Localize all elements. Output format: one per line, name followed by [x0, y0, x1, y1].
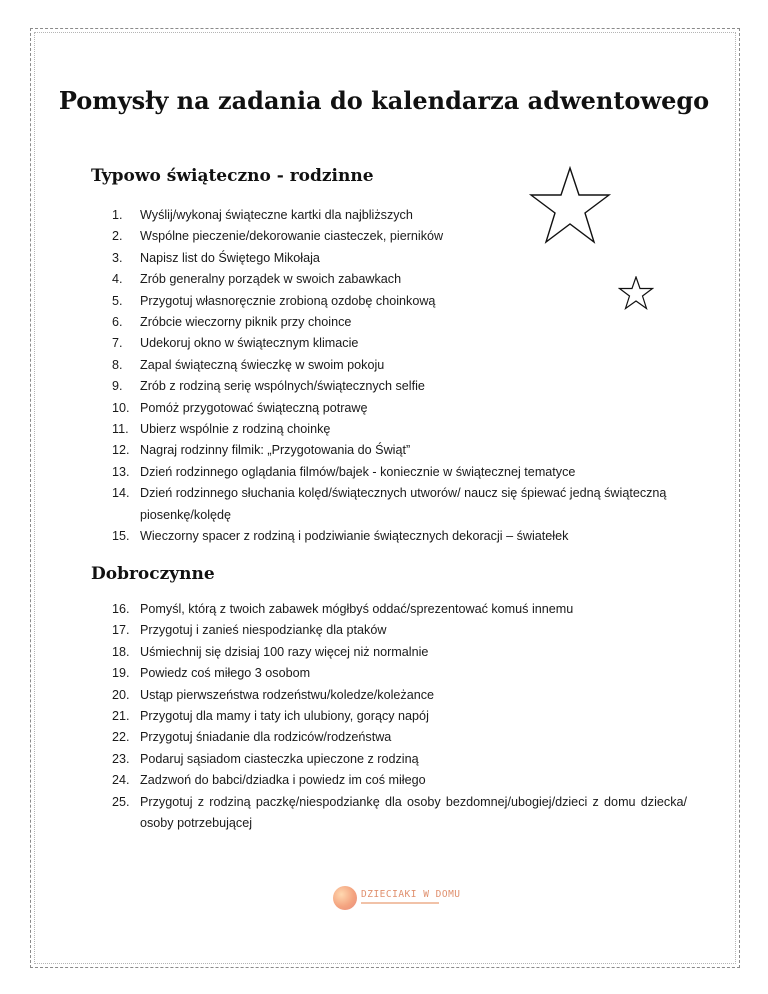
- list-item: 18. Uśmiechnij się dzisiaj 100 razy więcej niż normalnie: [112, 644, 429, 659]
- logo-underline: [361, 902, 439, 904]
- list-item: 3. Napisz list do Świętego Mikołaja: [112, 250, 320, 265]
- page-title: Pomysły na zadania do kalendarza adwentowego: [58, 86, 710, 115]
- item-text: Wspólne pieczenie/dekorowanie ciasteczek, pierników: [140, 229, 444, 244]
- item-text: Udekoruj okno w świątecznym klimacie: [140, 336, 359, 351]
- item-text: Nagraj rodzinny filmik: „Przygotowania do Świąt”: [140, 443, 411, 458]
- item-text: Przygotuj i zanieś niespodziankę dla ptaków: [140, 623, 387, 638]
- item-text: Zapal świąteczną świeczkę w swoim pokoju: [140, 357, 385, 372]
- list-item: 4. Zrób generalny porządek w swoich zabawkach: [112, 272, 402, 287]
- list-item: 15. Wieczorny spacer z rodziną i podziwianie świątecznych dekoracji – światełek: [112, 529, 569, 544]
- list-item: 1. Wyślij/wykonaj świąteczne kartki dla najbliższych: [112, 208, 413, 222]
- section-heading-family: Typowo świąteczno - rodzinne: [91, 166, 374, 186]
- item-text: Zrób generalny porządek w swoich zabawkach: [140, 272, 402, 287]
- task-list-charity: [112, 599, 687, 834]
- section-heading-charity: Dobroczynne: [91, 564, 215, 584]
- item-text: Przygotuj własnoręcznie zrobioną ozdobę choinkową: [140, 293, 436, 308]
- item-text: Dzień rodzinnego oglądania filmów/bajek - koniecznie w świątecznej tematyce: [140, 464, 576, 479]
- item-text: Podaruj sąsiadom ciasteczka upieczone z rodziną: [140, 751, 419, 766]
- list-item: 7. Udekoruj okno w świątecznym klimacie: [112, 336, 359, 351]
- item-text: Pomyśl, którą z twoich zabawek mógłbyś oddać/sprezentować komuś innemu: [140, 602, 574, 616]
- list-item: 9. Zrób z rodziną serię wspólnych/świątecznych selfie: [112, 379, 425, 394]
- list-item: 10. Pomóż przygotować świąteczną potrawę: [112, 400, 368, 415]
- item-text: Wyślij/wykonaj świąteczne kartki dla najbliższych: [140, 208, 413, 222]
- item-text: Ustąp pierwszeństwa rodzeństwu/koledze/koleżance: [140, 687, 435, 702]
- list-item: 20. Ustąp pierwszeństwa rodzeństwu/koledze/koleżance: [112, 687, 435, 702]
- list-item: 25. Przygotuj z rodziną paczkę/niespodziankę dla osoby bezdomnej/ubogiej/dzieci z domu dziecka/ osoby potrzebującej: [112, 794, 687, 831]
- list-item: 13. Dzień rodzinnego oglądania filmów/bajek - koniecznie w świątecznej tematyce: [112, 464, 576, 479]
- list-item: 17. Przygotuj i zanieś niespodziankę dla ptaków: [112, 623, 387, 638]
- item-text: Przygotuj z rodziną paczkę/niespodziankę dla osoby bezdomnej/ubogiej/dzieci z domu dziecka/ osoby potrzebującej: [140, 794, 687, 831]
- list-item: 19. Powiedz coś miłego 3 osobom: [112, 666, 311, 681]
- list-item: 14. Dzień rodzinnego słuchania kolęd/świątecznych utworów/ naucz się śpiewać jedną świąteczną piosenkę/kolędę: [112, 486, 667, 522]
- list-item: 8. Zapal świąteczną świeczkę w swoim pokoju: [112, 357, 385, 372]
- item-text: Przygotuj śniadanie dla rodziców/rodzeństwa: [140, 730, 392, 745]
- item-text: Powiedz coś miłego 3 osobom: [140, 666, 311, 681]
- logo-text: DZIECIAKI W DOMU: [361, 889, 461, 900]
- list-item: 6. Zróbcie wieczorny piknik przy choince: [112, 315, 352, 330]
- list-item: 5. Przygotuj własnoręcznie zrobioną ozdobę choinkową: [112, 293, 436, 308]
- item-text: Zrób z rodziną serię wspólnych/świątecznych selfie: [140, 379, 425, 394]
- item-text: Napisz list do Świętego Mikołaja: [140, 250, 320, 265]
- item-text: Pomóż przygotować świąteczną potrawę: [140, 400, 368, 415]
- list-item: 24. Zadzwoń do babci/dziadka i powiedz im coś miłego: [112, 773, 426, 788]
- list-item: 23. Podaruj sąsiadom ciasteczka upieczone z rodziną: [112, 751, 419, 766]
- item-text: Zadzwoń do babci/dziadka i powiedz im coś miłego: [140, 773, 426, 788]
- item-text: Dzień rodzinnego słuchania kolęd/świątecznych utworów/ naucz się śpiewać jedną świąteczną piosenkę/kolędę: [140, 486, 667, 522]
- list-item: 22. Przygotuj śniadanie dla rodziców/rodzeństwa: [112, 730, 392, 745]
- item-text: Ubierz wspólnie z rodziną choinkę: [140, 422, 331, 437]
- footer-logo: [333, 886, 461, 912]
- list-item: 12. Nagraj rodzinny filmik: „Przygotowania do Świąt”: [112, 443, 411, 458]
- item-text: Przygotuj dla mamy i taty ich ulubiony, gorący napój: [140, 709, 429, 724]
- item-text: Zróbcie wieczorny piknik przy choince: [140, 315, 352, 330]
- item-text: Uśmiechnij się dzisiaj 100 razy więcej niż normalnie: [140, 644, 429, 659]
- task-list-family: [112, 205, 687, 548]
- logo-icon: [333, 886, 357, 910]
- list-item: 16. Pomyśl, którą z twoich zabawek mógłbyś oddać/sprezentować komuś innemu: [112, 602, 574, 616]
- list-item: 2. Wspólne pieczenie/dekorowanie ciasteczek, pierników: [112, 229, 444, 244]
- list-item: 21. Przygotuj dla mamy i taty ich ulubiony, gorący napój: [112, 709, 429, 724]
- list-item: 11. Ubierz wspólnie z rodziną choinkę: [112, 422, 331, 437]
- item-text: Wieczorny spacer z rodziną i podziwianie świątecznych dekoracji – światełek: [140, 529, 569, 544]
